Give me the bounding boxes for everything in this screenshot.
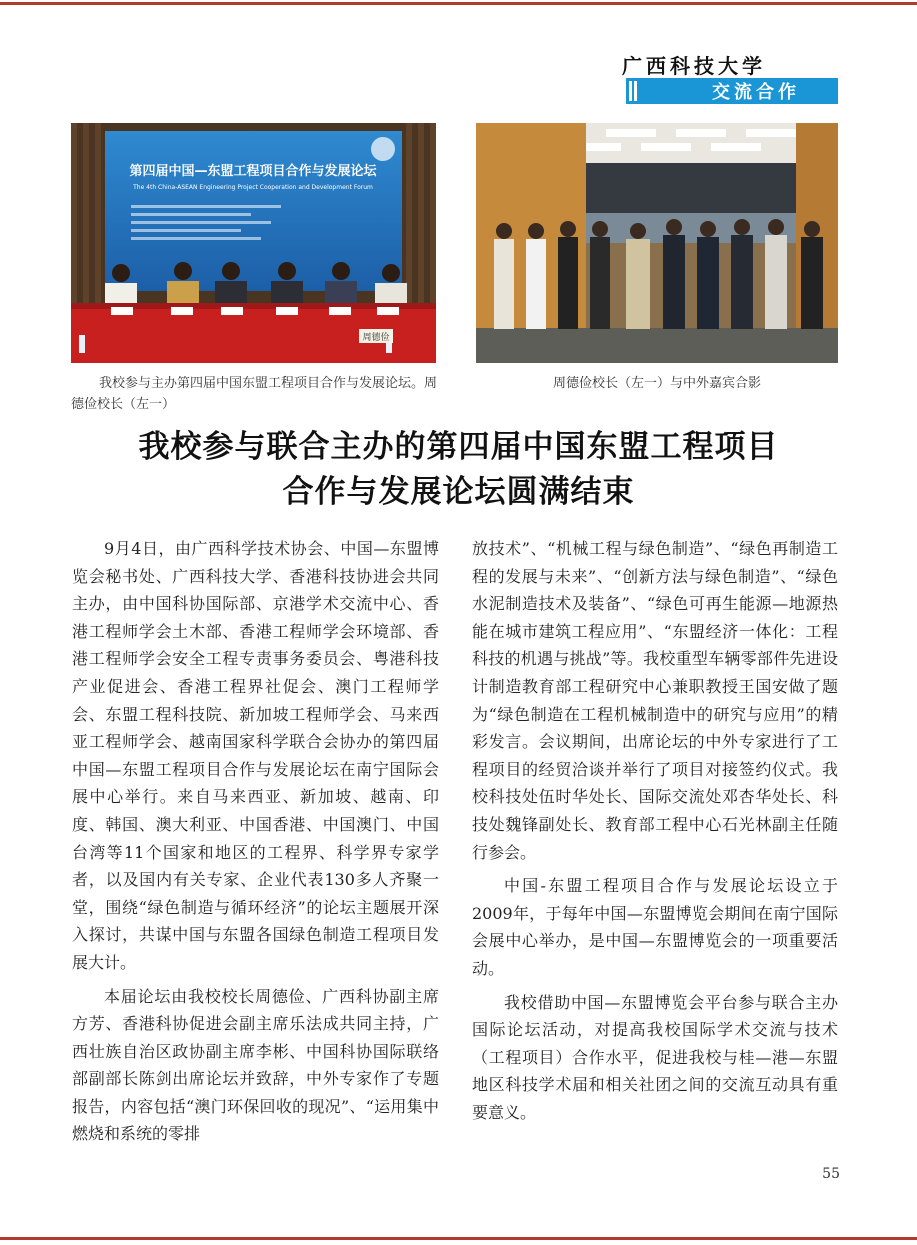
backdrop-title: 第四届中国—东盟工程项目合作与发展论坛 <box>129 164 377 179</box>
forum-podium-photo <box>71 123 436 363</box>
headline-line-2: 合作与发展论坛圆满结束 <box>282 474 635 510</box>
group-photo-illustration <box>476 123 838 363</box>
paragraph-1: 9月4日，由广西科学技术协会、中国—东盟博览会秘书处、广西科技大学、香港科技协进会共同主办，由中国科协国际部、京港学术交流中心、香港工程师学会土木部、香港工程师学会环境部、香港工程师学会安全工程专责事务委员会、粤港科技产业促进会、香港工程界社促会、澳门工程师学会、东盟工程科技院、新加坡工程师学会、马来西亚工程师学会、越南国家科学联合会协办的第四届中国—东盟工程项目合作与发展论坛在南宁国际会展中心举行。来自马来西亚、新加坡、越南、印度、韩国、澳大利亚、中国香港、中国澳门、中国台湾等11个国家和地区的工程界、科学界专家学者，以及国内有关专家、企业代表130多人齐聚一堂，围绕“绿色制造与循环经济”的论坛主题展开深入探讨，共谋中国与东盟各国绿色制造工程项目发展大计。 <box>72 539 439 972</box>
top-rule <box>0 2 917 5</box>
backdrop-subtitle: The 4th China-ASEAN Engineering Project Cooperation and Development Forum <box>133 184 373 191</box>
nameplate: 周德俭 <box>362 333 390 343</box>
article-column-right <box>472 535 838 1126</box>
paragraph-2-continued: 放技术”、“机械工程与绿色制造”、“绿色再制造工程的发展与未来”、“创新方法与绿色制造”、“绿色水泥制造技术及装备”、“绿色可再生能源—地源热能在城市建筑工程应用”、“东盟经济一体化：工程科技的机遇与挑战”等。我校重型车辆零部件先进设计制造教育部工程研究中心兼职教授王国安做了题为“绿色制造在工程机械制造中的研究与应用”的精彩发言。会议期间，出席论坛的中外专家进行了工程项目的经贸洽谈并举行了项目对接签约仪式。我校科技处伍时华处长、国际交流处邓杏华处长、科技处魏锋副处长、教育部工程中心石光林副主任随行参会。 <box>472 539 838 862</box>
paragraph-2: 本届论坛由我校校长周德俭、广西科协副主席方芳、香港科协促进会副主席乐法成共同主持，广西壮族自治区政协副主席李彬、中国科协国际联络部副部长陈剑出席论坛并致辞，中外专家作了专题报告，内容包括“澳门环保回收的现况”、“运用集中燃烧和系统的零排 <box>72 986 439 1144</box>
paragraph-3: 中国-东盟工程项目合作与发展论坛设立于2009年，于每年中国—东盟博览会期间在南宁国际会展中心举办，是中国—东盟博览会的一项重要活动。 <box>472 876 838 978</box>
bottom-rule <box>0 1237 917 1240</box>
paragraph-4: 我校借助中国—东盟博览会平台参与联合主办国际论坛活动，对提高我校国际学术交流与技术（工程项目）合作水平，促进我校与桂—港—东盟地区科技学术届和相关社团之间的交流互动具有重要意义。 <box>472 992 838 1122</box>
group-photo <box>476 123 838 363</box>
headline-line-1: 我校参与联合主办的第四届中国东盟工程项目 <box>138 429 779 465</box>
right-photo-caption: 周德俭校长（左一）与中外嘉宾合影 <box>552 376 761 391</box>
banner-stripe <box>634 81 637 101</box>
banner-stripe <box>629 81 632 101</box>
article-headline <box>40 425 877 515</box>
forum-podium-illustration <box>71 123 436 363</box>
left-photo-caption: 我校参与主办第四届中国东盟工程项目合作与发展论坛。周德俭校长（左一） <box>71 376 438 412</box>
page-number: 55 <box>822 1166 840 1182</box>
section-banner-label: 交流合作 <box>712 82 800 103</box>
section-title: 广西科技大学 <box>622 54 766 78</box>
section-banner <box>626 78 838 104</box>
article-column-left <box>72 535 439 1148</box>
